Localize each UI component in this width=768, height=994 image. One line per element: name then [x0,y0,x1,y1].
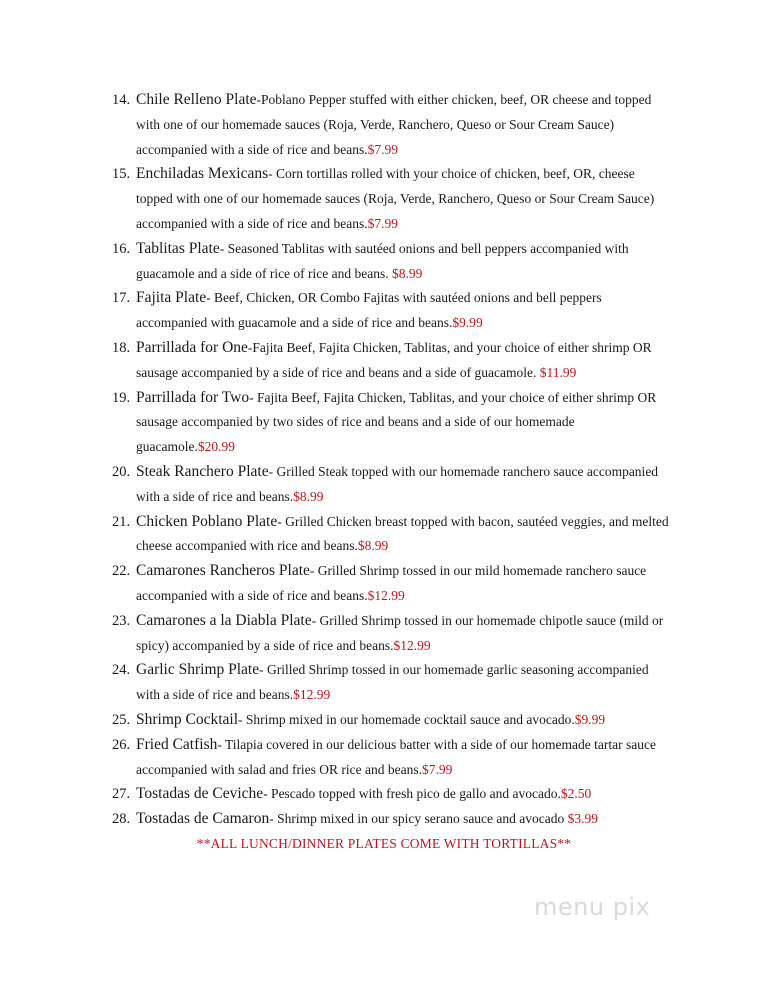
item-price: $12.99 [393,637,431,653]
item-number: 18. [112,339,131,356]
item-price: $12.99 [367,587,405,603]
item-price: $11.99 [539,364,577,380]
item-description: - Shrimp mixed in our homemade cocktail sauce and avocado. [238,711,575,727]
menu-item [112,88,672,162]
menu-item [112,609,672,659]
item-number: 28. [112,811,131,828]
menu-item [112,807,672,832]
item-description: - Shrimp mixed in our spicy serano sauce and avocado [269,811,568,827]
menu-item [112,237,672,287]
tortillas-note: **ALL LUNCH/DINNER PLATES COME WITH TORTILLAS** [196,836,572,851]
item-name: Tostadas de Ceviche [136,785,264,803]
item-name: Shrimp Cocktail [136,710,239,728]
item-price: $8.99 [392,265,423,281]
item-number: 14. [112,92,131,108]
item-name: Fajita Plate [136,289,207,307]
item-name: Parrillada for Two [136,388,250,406]
item-number: 25. [112,711,131,728]
item-description: - Grilled Shrimp tossed in our mild homemade ranchero sauce accompanied with a side of rice and beans. [136,563,647,603]
item-description: - Seasoned Tablitas with sautéed onions and bell peppers accompanied with guacamole and a side of rice of rice and beans. [136,240,629,281]
item-name: Chile Relleno Plate [136,91,257,108]
item-price: $7.99 [422,761,453,777]
item-number: 24. [112,662,131,679]
item-description: - Tilapia covered in our delicious batter with a side of our homemade tartar sauce accompanied with salad and fries OR rice and beans. [136,736,656,777]
item-price: $12.99 [293,687,331,703]
menupix-watermark-logo [534,893,650,921]
item-number: 23. [112,612,131,629]
item-price: $20.99 [197,439,235,455]
item-price: $2.50 [560,786,592,802]
item-description: - Beef, Chicken, OR Combo Fajitas with sautéed onions and bell peppers accompanied with guacamole and a side of rice and beans. [136,290,602,331]
item-name: Garlic Shrimp Plate [136,661,260,679]
item-name: Tostadas de Camaron [136,810,270,828]
watermark-text: menu pix [534,893,651,921]
item-number: 17. [112,290,131,307]
item-name: Camarones Rancheros Plate [136,562,310,580]
item-number: 20. [112,463,131,480]
item-price: $7.99 [367,215,399,231]
menu-item [112,460,672,510]
item-number: 15. [112,166,131,183]
item-name: Steak Ranchero Plate [136,462,269,480]
menu-item [112,336,672,386]
item-number: 21. [112,513,131,530]
item-name: Fried Catfish [136,735,218,753]
item-price: $8.99 [357,538,389,554]
item-description: -Poblano Pepper stuffed with either chicken, beef, OR cheese and topped with one of our homemade sauces (Roja, Verde, Ranchero, Queso or Sour Cream Sauce) accompanied with a side of rice and beans. [136,92,652,157]
item-description: - Grilled Shrimp tossed in our homemade garlic seasoning accompanied with a side of rice and beans. [136,662,649,703]
item-name: Enchiladas Mexicans [136,165,269,183]
menu-item [112,162,672,236]
menu-item [112,559,672,609]
item-price: $9.99 [574,711,606,727]
menu-item [112,658,672,708]
menu-item [112,286,672,336]
item-price: $3.99 [567,811,599,827]
item-number: 19. [112,389,131,406]
item-name: Tablitas Plate [136,239,220,257]
menu-item [112,708,672,733]
item-price: $8.99 [293,488,324,504]
item-description: - Grilled Shrimp tossed in our homemade chipotle sauce (mild or spicy) accompanied by a side of rice and beans. [136,612,664,653]
item-number: 26. [112,736,131,753]
menu-item [112,510,672,560]
item-name: Parrillada for One [136,338,248,356]
item-description: -Fajita Beef, Fajita Chicken, Tablitas, and your choice of either shrimp OR sausage accompanied by a side of rice and beans and a side of guacamole. [136,339,652,380]
menu-list [112,88,672,832]
item-description: - Pescado topped with fresh pico de gallo and avocado. [263,786,561,802]
item-description: - Grilled Steak topped with our homemade ranchero sauce accompanied with a side of rice and beans. [136,463,659,504]
menu-item [112,782,672,807]
item-name: Camarones a la Diabla Plate [136,611,312,629]
item-price: $7.99 [367,141,399,157]
item-number: 22. [112,563,131,580]
item-price: $9.99 [452,315,483,331]
item-number: 27. [112,786,131,803]
item-description: - Fajita Beef, Fajita Chicken, Tablitas, and your choice of either shrimp OR sausage accompanied by two sides of rice and beans and a side of our homemade guacamole. [136,389,657,455]
item-name: Chicken Poblano Plate [136,512,278,530]
menu-item [112,386,672,460]
menu-item [112,733,672,783]
item-number: 16. [112,240,131,257]
item-description: - Grilled Chicken breast topped with bacon, sautéed veggies, and melted cheese accompanied with rice and beans. [136,513,669,554]
item-description: - Corn tortillas rolled with your choice of chicken, beef, OR, cheese topped with one of our homemade sauces (Roja, Verde, Ranchero, Queso or Sour Cream Sauce) accompanied with a side of rice and beans. [136,166,655,231]
